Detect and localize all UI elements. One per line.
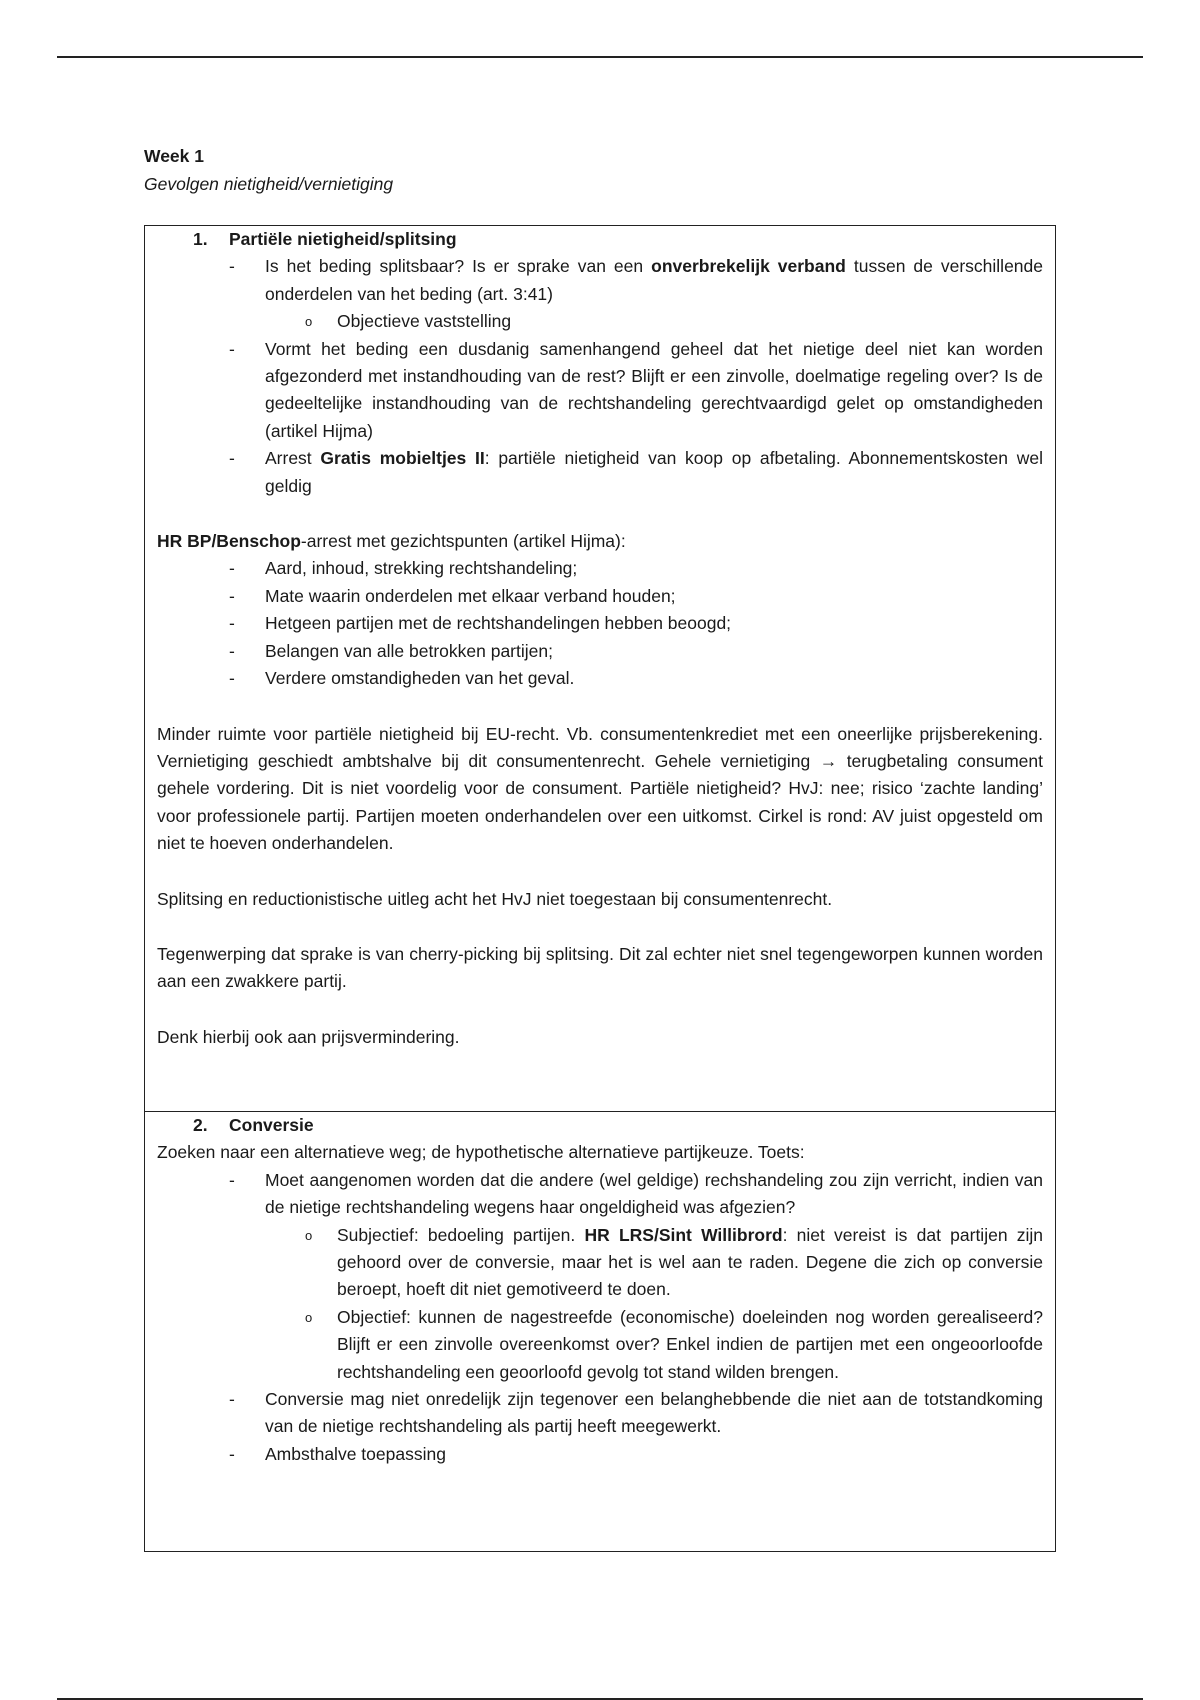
list-item: - Belangen van alle betrokken partijen; <box>229 640 553 661</box>
hr-benschop-line: HR BP/Benschop-arrest met gezichtspunten (artikel Hijma): <box>157 531 626 552</box>
sub-list-item: o Objectieve vaststelling <box>157 308 1043 335</box>
list-item: - Verdere omstandigheden van het geval. <box>229 668 575 689</box>
bold-term: Gratis mobieltjes II <box>320 448 485 469</box>
list-item: - Moet aangenomen worden dat die andere (wel geldige) rechshandeling zou zijn verricht, indien van de nietige rechtshandeling wegens haar ongeldigheid was afgezien? <box>229 1169 1043 1218</box>
bold-term: onverbrekelijk verband <box>651 256 846 277</box>
list-item: - Aard, inhoud, strekking rechtshandeling; <box>229 558 578 579</box>
section-2-heading <box>157 1112 1043 1139</box>
top-rule <box>57 56 1143 58</box>
dash-marker: - <box>229 256 235 277</box>
list-item: - Vormt het beding een dusdanig samenhangend geheel dat het nietige deel niet kan worden afgezonderd met instandhouding van de rest? Blijft er een zinvolle, doelmatige regeling over? Is de gedeeltelijke instandhouding van de rechtshandeling gerechtvaardigd gelet op omstandigheden (artikel Hijma) <box>157 336 1043 446</box>
section-1-number: 1. <box>193 229 208 249</box>
dash-marker: - <box>229 338 235 359</box>
dash-marker: - <box>229 448 235 469</box>
paragraph-cherry-picking: Tegenwerping dat sprake is van cherry-picking bij splitsing. Dit zal echter niet snel tegengeworpen kunnen worden aan een zwakkere partij. <box>157 943 1043 992</box>
list-item: - Conversie mag niet onredelijk zijn tegenover een belanghebbende die niet aan de totstandkoming van de nietige rechtshandeling als partij heeft meegewerkt. <box>229 1389 1043 1437</box>
paragraph-price-reduction: Denk hierbij ook aan prijsvermindering. <box>157 1026 460 1047</box>
list-item: - Is het beding splitsbaar? Is er sprake van een onverbrekelijk verband tussen de verschillende onderdelen van het beding (art. 3:41) <box>157 253 1043 308</box>
section-1-title: Partiële nietigheid/splitsing <box>229 229 457 249</box>
paragraph-eu-law: Minder ruimte voor partiële nietigheid bij EU-recht. Vb. consumentenkrediet met een oneerlijke prijsberekening. Vernietiging geschiedt ambtshalve bij dit consumentenrecht. Gehele vernietiging → terugbetaling consument gehele vordering. Dit is niet voordelig voor de consument. Partiële nietigheid? HvJ: nee; risico ‘zachte landing’ voor professionele partij. Partijen moeten onderhandelen over een uitkomst. Cirkel is rond: AV juist opgesteld om niet te hoeven onderhandelen. <box>157 723 1043 854</box>
week-subtitle: Gevolgen nietigheid/vernietiging <box>144 174 394 194</box>
conversion-intro: Zoeken naar een alternatieve weg; de hypothetische alternatieve partijkeuze. Toets: <box>157 1142 805 1163</box>
circle-marker: o <box>305 314 313 330</box>
section-2-title: Conversie <box>229 1115 314 1135</box>
sub-list-item: o Objectief: kunnen de nagestreefde (economische) doeleinden nog worden gerealiseerd? Blijft er een zinvolle overeenkomst over? Enkel indien de partijen met een ongeoorloofde rechtshandeling een geoorloofd gevolg tot stand wilden brengen. <box>305 1306 1043 1382</box>
list-item: - Hetgeen partijen met de rechtshandelingen hebben beoogd; <box>229 613 732 634</box>
paragraph-splitting: Splitsing en reductionistische uitleg acht het HvJ niet toegestaan bij consumentenrecht. <box>157 888 833 909</box>
list-item: - Arrest Gratis mobieltjes II: partiële nietigheid van koop op afbetaling. Abonnementskosten wel geldig <box>157 445 1043 500</box>
section-2-number: 2. <box>193 1115 208 1135</box>
list-item: - Mate waarin onderdelen met elkaar verband houden; <box>229 585 676 606</box>
bold-term: HR LRS/Sint Willibrord <box>584 1224 783 1245</box>
sub-list-item: o Subjectief: bedoeling partijen. HR LRS/Sint Willibrord: niet vereist is dat partijen zijn gehoord over de conversie, maar het is wel aan te raden. Degene die zich op conversie beroept, hoeft dit niet gemotiveerd te doen. <box>305 1224 1044 1300</box>
section-box-conversion <box>144 1111 1056 1552</box>
section-1-heading <box>157 226 1043 253</box>
list-item: - Ambsthalve toepassing <box>229 1443 446 1464</box>
section-box-partial-nullity <box>144 225 1056 1111</box>
bold-term: HR BP/Benschop <box>157 531 301 552</box>
week-title: Week 1 <box>144 146 204 166</box>
